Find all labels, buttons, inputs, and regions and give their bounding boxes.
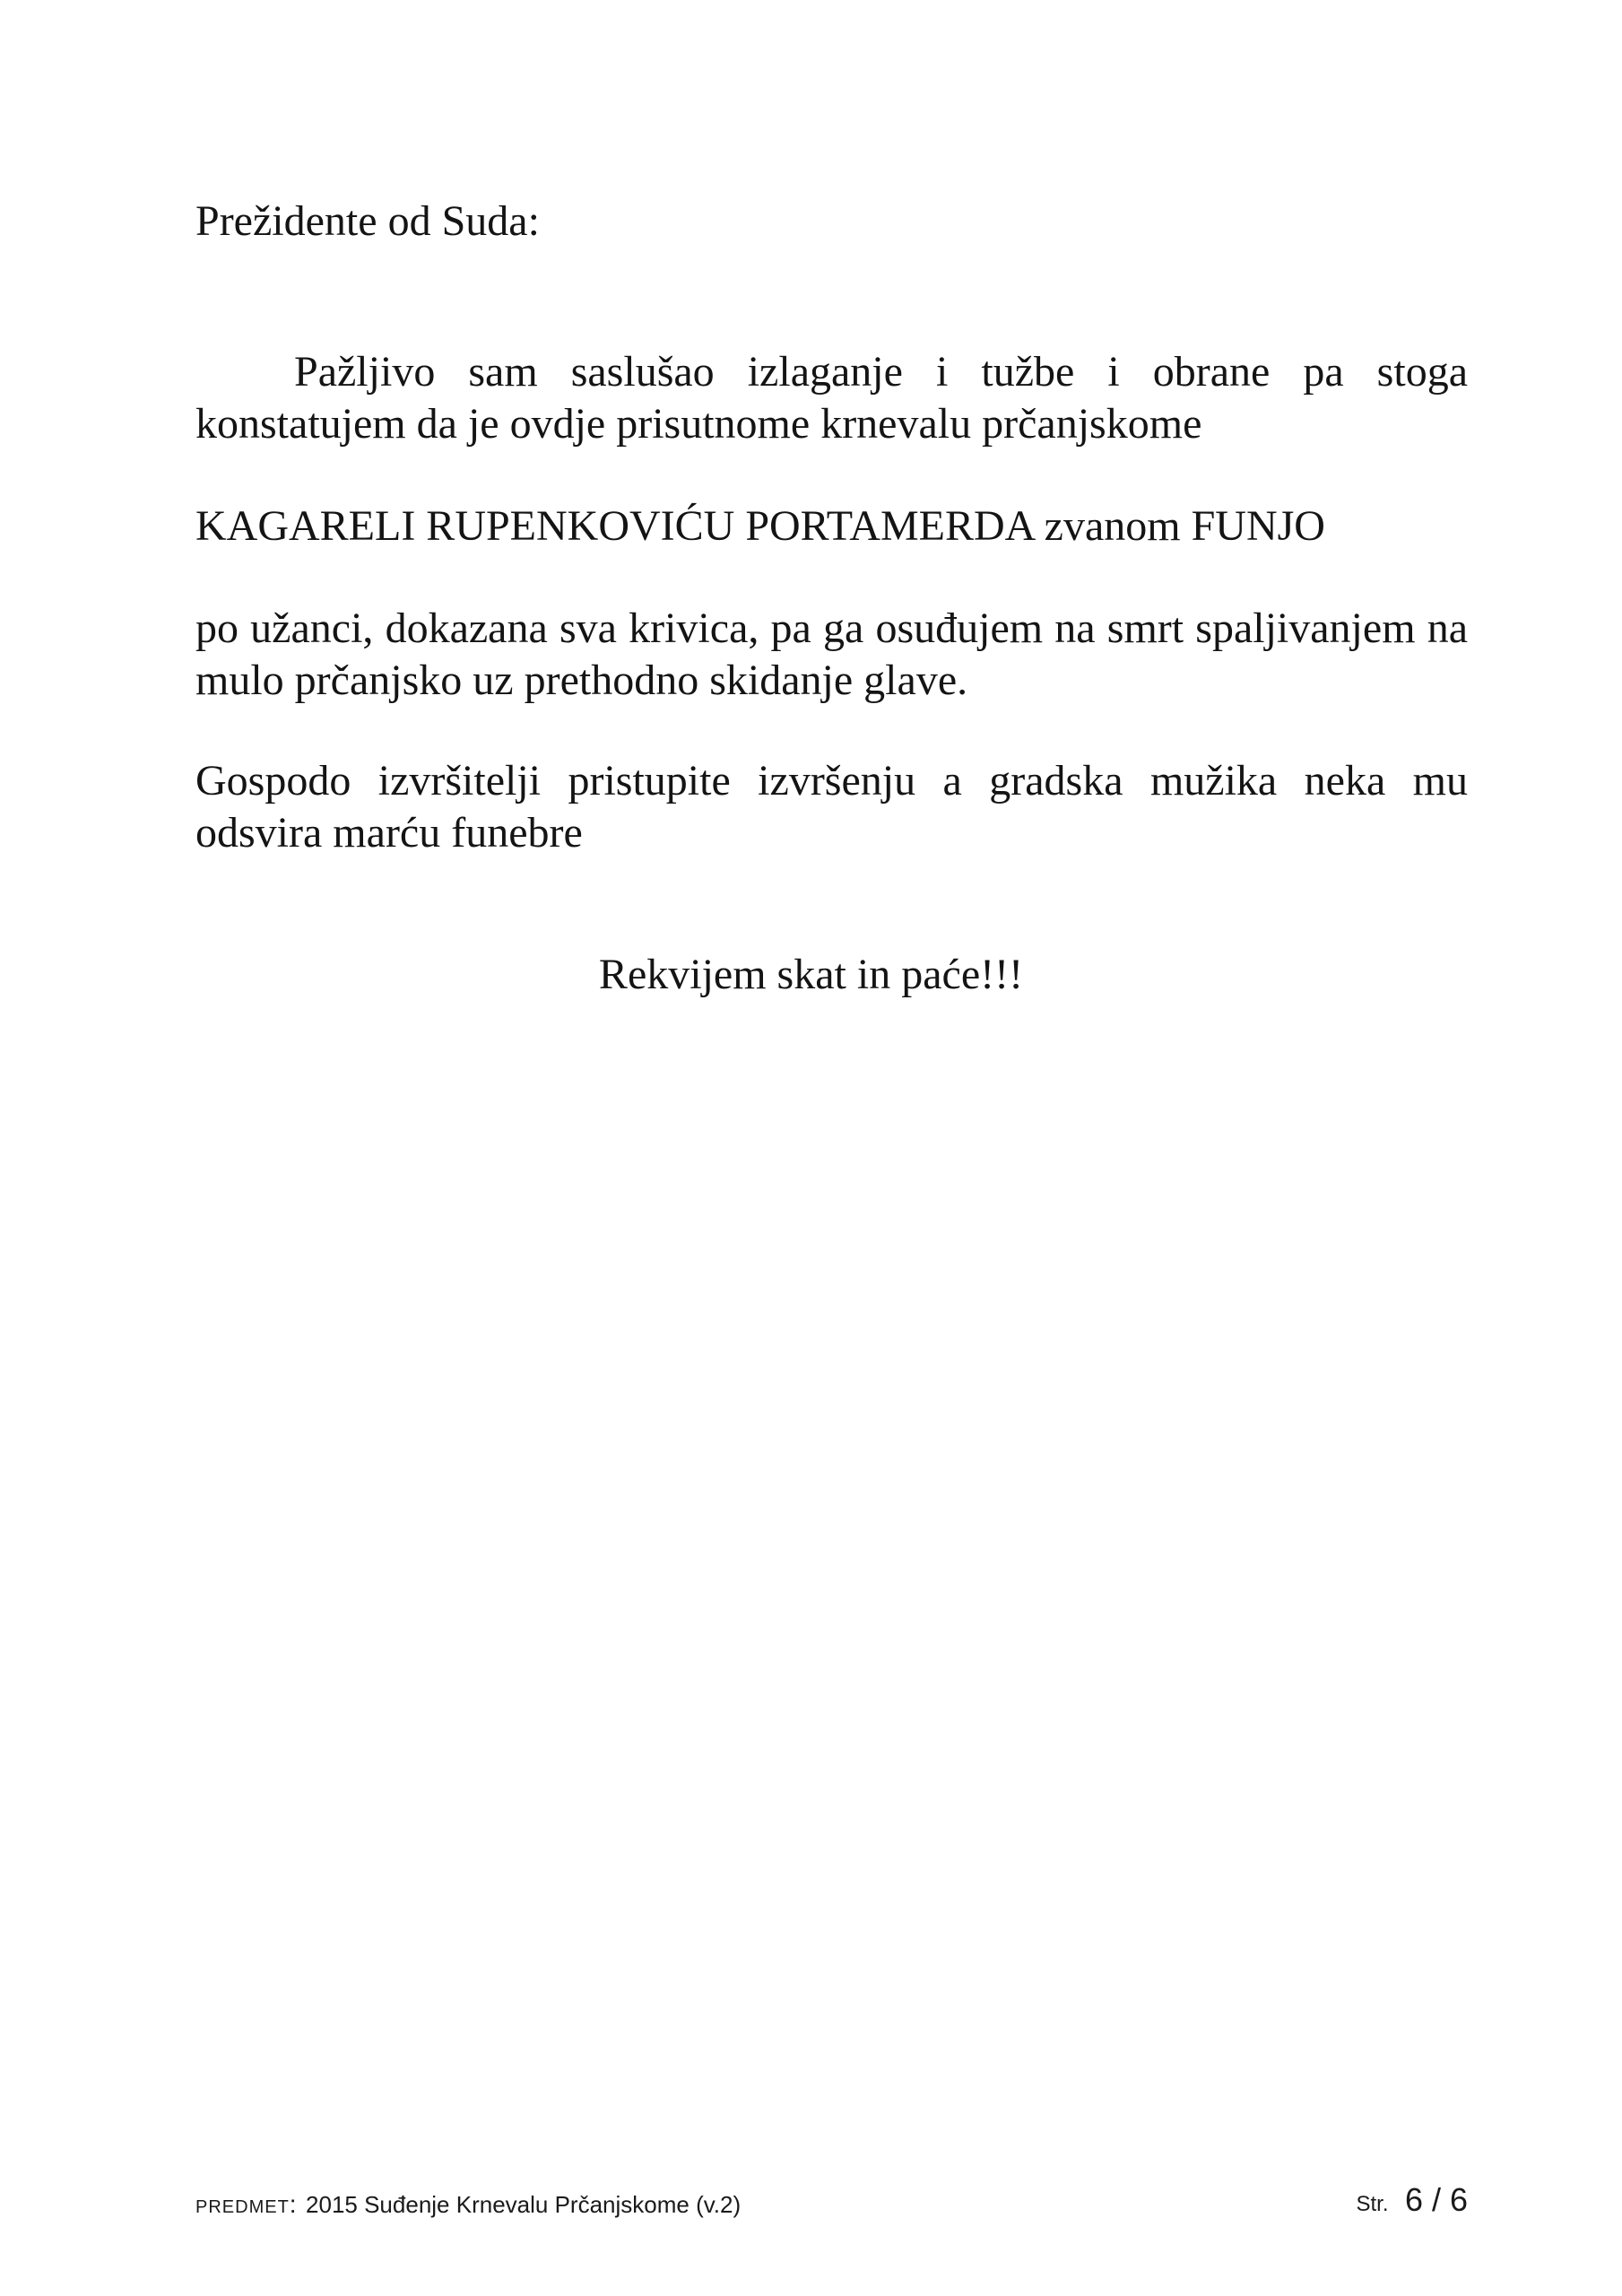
page-number: 6 / 6 (1404, 2181, 1468, 2218)
intro-paragraph: Pažljivo sam saslušao izlaganje i tužbe i obrane pa stoga konstatujem da je ovdje prisutnome krnevalu prčanjskome (195, 348, 1468, 448)
footer-subject-block (195, 2190, 741, 2219)
closing-line: Rekvijem skat in paće!!! (598, 951, 1024, 998)
footer-subject: 2015 Suđenje Krnevalu Prčanjskome (v.2) (306, 2191, 742, 2218)
footer-page-block (1356, 2181, 1468, 2219)
page-footer (195, 2183, 1468, 2219)
page-heading: Prežidente od Suda: (195, 197, 540, 245)
verdict-paragraph: po užanci, dokazana sva krivica, pa ga osuđujem na smrt spaljivanjem na mulo prčanjsko uz prethodno skidanje glave. (195, 604, 1468, 704)
footer-colon: : (289, 2190, 297, 2218)
order-paragraph: Gospodo izvršitelji pristupite izvršenju a gradska mužika neka mu odsvira marću funebre (195, 757, 1468, 857)
footer-label: PREDMET (195, 2197, 290, 2217)
defendant-name-line: KAGARELI RUPENKOVIĆU PORTAMERDA zvanom FUNJO (195, 502, 1325, 550)
page-prefix: Str. (1356, 2192, 1389, 2216)
